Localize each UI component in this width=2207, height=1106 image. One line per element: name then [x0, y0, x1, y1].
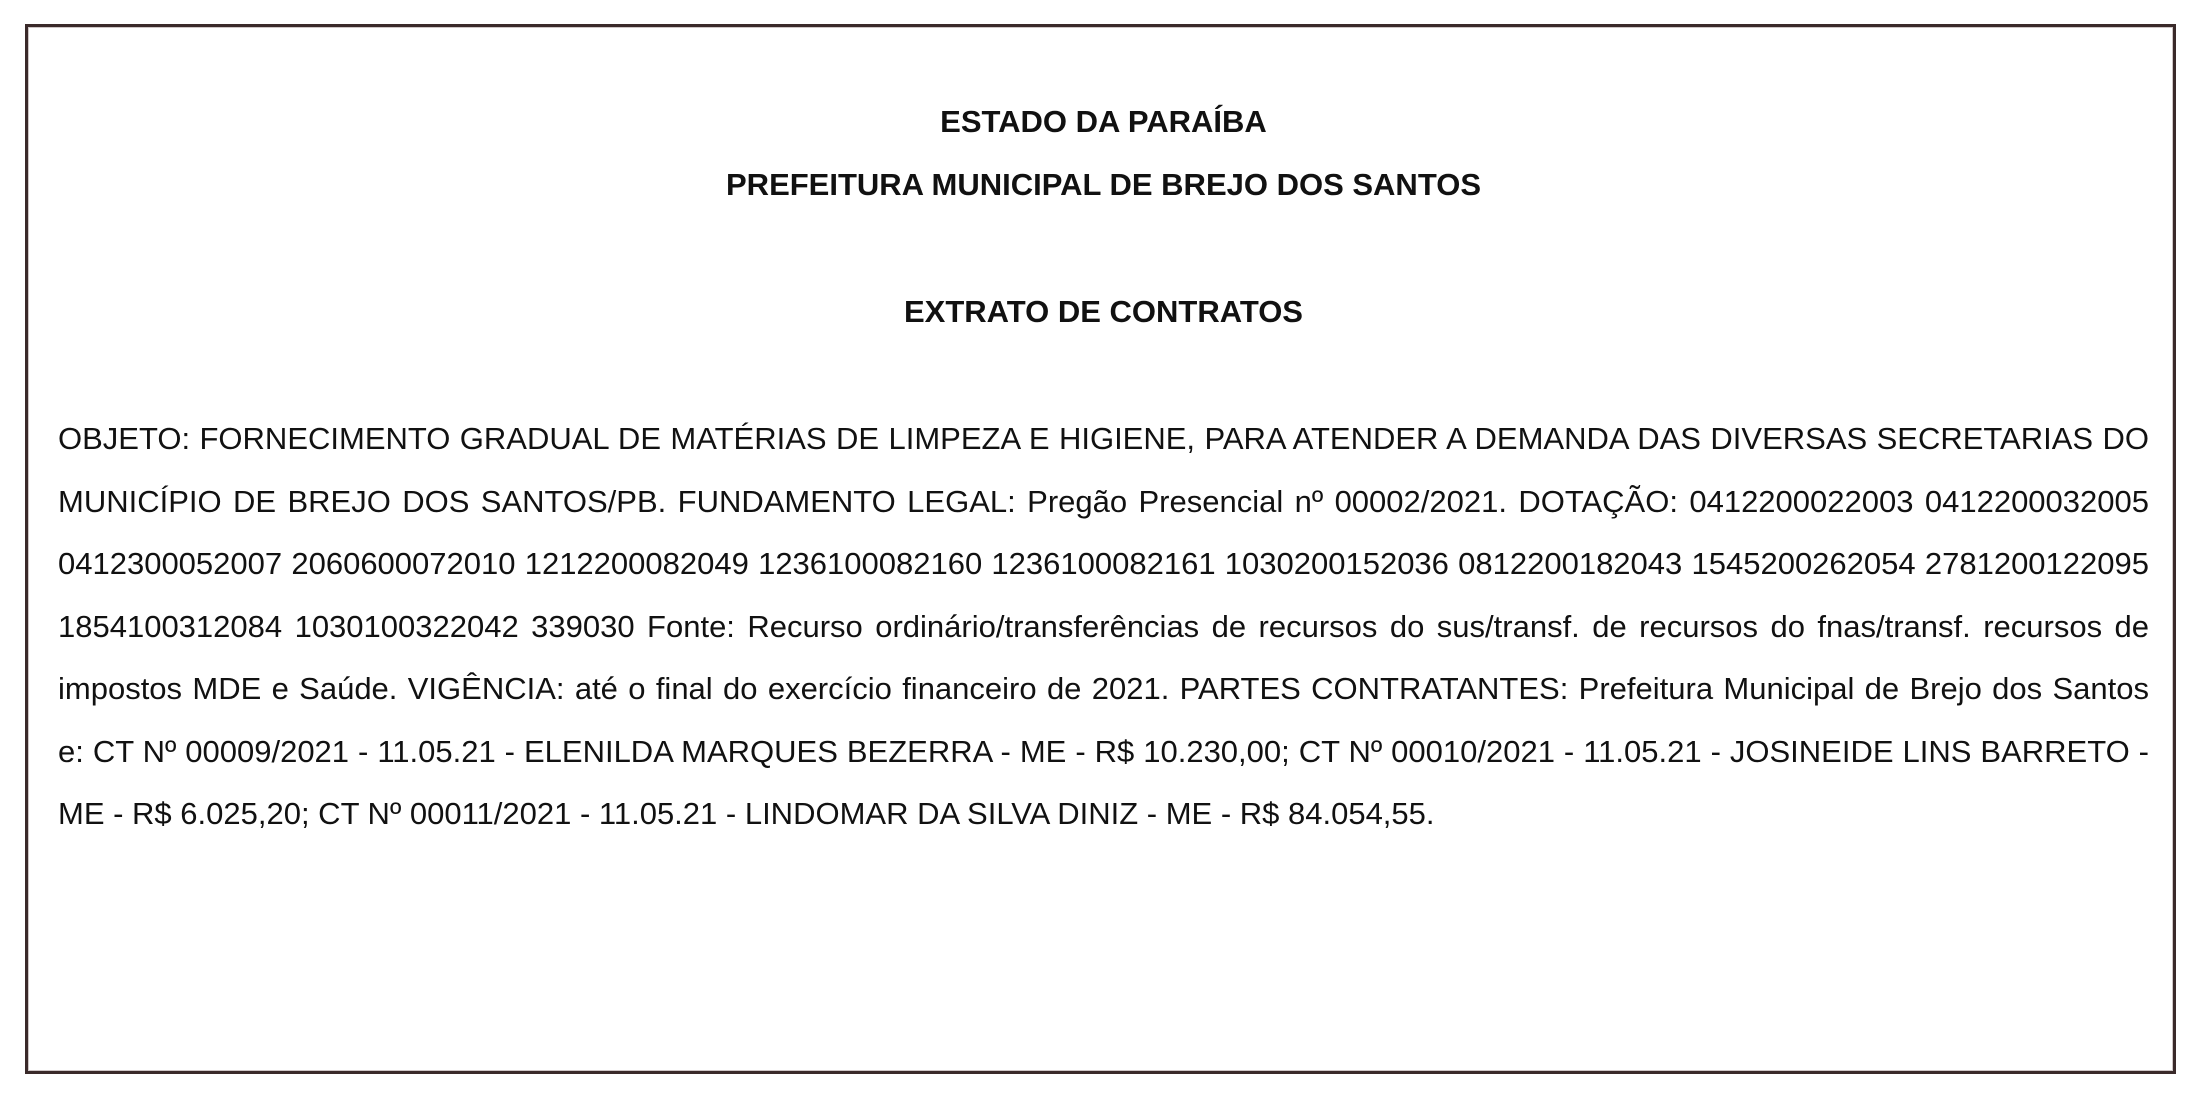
- document-title: EXTRATO DE CONTRATOS: [903, 294, 1303, 329]
- state-heading: ESTADO DA PARAÍBA: [940, 104, 1267, 139]
- contract-extract-body: OBJETO: FORNECIMENTO GRADUAL DE MATÉRIAS DE LIMPEZA E HIGIENE, PARA ATENDER A DEMANDA DAS DIVERSAS SECRETARIAS DO MUNICÍPIO DE BREJO DOS SANTOS/PB. FUNDAMENTO LEGAL: Pregão Presencial nº 00002/2021. DOTAÇÃO: 0412200022003 0412200032005 0412300052007 2060600072010 1212200082049 1236100082160 1236100082161 1030200152036 0812200182043 1545200262054 2781200122095 1854100312084 1030100322042 339030 Fonte: Recurso ordinário/transferências de recursos do sus/transf. de recursos do fnas/transf. recursos de impostos MDE e Saúde. VIGÊNCIA: até o final do exercício financeiro de 2021. PARTES CONTRATANTES: Prefeitura Municipal de Brejo dos Santos e: CT Nº 00009/2021 - 11.05.21 - ELENILDA MARQUES BEZERRA - ME - R$ 10.230,00; CT Nº 00010/2021 - 11.05.21 - JOSINEIDE LINS BARRETO - ME - R$ 6.025,20; CT Nº 00011/2021 - 11.05.21 - LINDOMAR DA SILVA DINIZ - ME - R$ 84.054,55.: [58, 421, 2149, 831]
- municipality-heading: PREFEITURA MUNICIPAL DE BREJO DOS SANTOS: [726, 167, 1481, 202]
